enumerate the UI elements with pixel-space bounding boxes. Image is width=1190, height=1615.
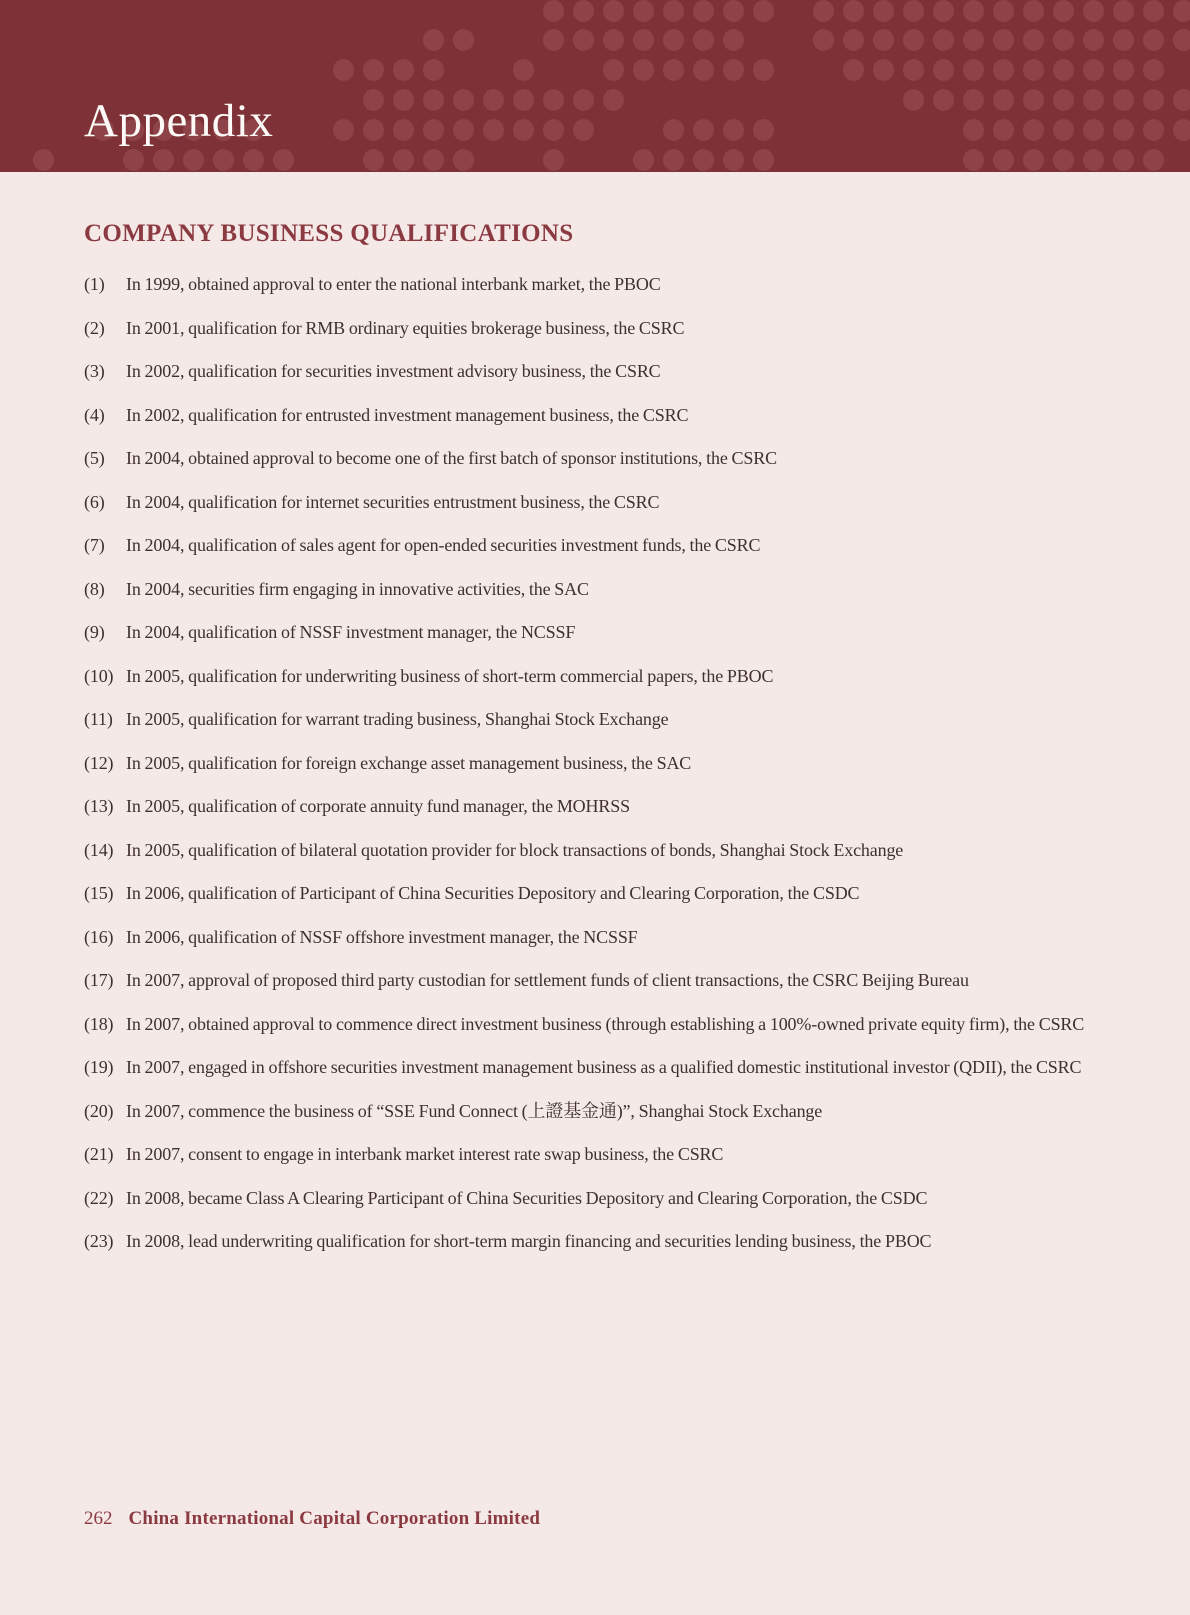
list-item-number: (8) [84,578,105,599]
decorative-dot [1053,119,1074,141]
list-item [84,1185,1106,1212]
decorative-dot [873,59,894,81]
list-item-number: (22) [84,1187,114,1208]
decorative-dot [1113,59,1134,81]
decorative-dot [1173,89,1190,111]
decorative-dot [483,89,504,111]
decorative-dot [1113,29,1134,51]
list-item [84,315,1106,342]
decorative-dot [453,29,474,51]
list-item-number: (20) [84,1100,114,1121]
decorative-dot [723,119,744,141]
list-item [84,445,1106,472]
list-item-text: In 2004, securities firm engaging in innovative activities, the SAC [126,578,589,599]
decorative-dot [1083,29,1104,51]
list-item [84,532,1106,559]
list-item-number: (6) [84,491,105,512]
list-item [84,793,1106,820]
decorative-dot [153,149,174,171]
decorative-dot [753,149,774,171]
decorative-dot [933,89,954,111]
page-header-band [0,0,1190,172]
decorative-dot [33,149,54,171]
decorative-dot [1143,0,1164,22]
list-item [84,837,1106,864]
decorative-dot [1023,59,1044,81]
section-heading: COMPANY BUSINESS QUALIFICATIONS [84,220,574,247]
list-item [84,706,1106,733]
decorative-dot [423,89,444,111]
decorative-dot [1113,119,1134,141]
decorative-dot [1143,149,1164,171]
list-item-text: In 2005, qualification of bilateral quotation provider for block transactions of bonds, Shanghai Stock Exchange [126,839,904,860]
decorative-dot [693,59,714,81]
list-item [84,1098,1106,1125]
decorative-dot [573,119,594,141]
decorative-dot [1143,89,1164,111]
decorative-dot [243,149,264,171]
decorative-dot [123,149,144,171]
decorative-dot [1023,29,1044,51]
decorative-dot [633,149,654,171]
decorative-dot [1173,119,1190,141]
decorative-dot [573,89,594,111]
decorative-dot [363,149,384,171]
list-item-text: In 2002, qualification for entrusted investment management business, the CSRC [126,404,689,425]
decorative-dot [543,29,564,51]
decorative-dot [1113,0,1134,22]
decorative-dot [1173,29,1190,51]
decorative-dot [513,59,534,81]
decorative-dot [273,149,294,171]
decorative-dot [723,59,744,81]
decorative-dot [993,89,1014,111]
list-item-number: (9) [84,622,105,642]
decorative-dot [903,59,924,81]
list-item [84,402,1106,429]
decorative-dot [663,149,684,171]
decorative-dot [1053,29,1074,51]
decorative-dot [753,119,774,141]
decorative-dot [723,0,744,22]
decorative-dot [1023,89,1044,111]
decorative-dot [543,149,564,171]
decorative-dot [633,0,654,22]
decorative-dot [693,119,714,141]
list-item-text: In 2007, engaged in offshore securities investment management business as a qualified domestic institutional investor (QDII), the CSRC [126,1057,1082,1077]
decorative-dot [543,119,564,141]
list-item-number: (11) [84,709,113,729]
decorative-dot [603,29,624,51]
decorative-dot [1053,59,1074,81]
list-item-text: In 2005, qualification for underwriting business of short-term commercial papers, the PBOC [126,665,774,686]
list-item-text: In 2006, qualification of NSSF offshore investment manager, the NCSSF [126,926,638,947]
decorative-dot [453,119,474,141]
decorative-dot [963,59,984,81]
list-item-number: (18) [84,1013,114,1034]
footer-company-name: China International Capital Corporation Limited [128,1508,541,1529]
decorative-dot [993,149,1014,171]
decorative-dot [393,119,414,141]
list-item-text: In 2005, qualification of corporate annuity fund manager, the MOHRSS [126,796,630,816]
decorative-dot [1023,149,1044,171]
list-item [84,750,1106,777]
list-item-number: (5) [84,448,105,468]
decorative-dot [573,0,594,22]
decorative-dot [1023,119,1044,141]
list-item-text: In 2007, approval of proposed third party custodian for settlement funds of client transactions, the CSRC Beijing Bureau [126,970,969,990]
decorative-dot [843,29,864,51]
decorative-dot [813,29,834,51]
decorative-dot [963,0,984,22]
decorative-dot [1023,0,1044,22]
decorative-dot [423,149,444,171]
decorative-dot [1143,119,1164,141]
decorative-dot [333,119,354,141]
decorative-dot [993,0,1014,22]
decorative-dot [393,149,414,171]
decorative-dot [663,119,684,141]
list-item [84,1054,1106,1081]
list-item-text: In 2005, qualification for warrant trading business, Shanghai Stock Exchange [126,709,669,729]
decorative-dot [933,29,954,51]
decorative-dot [633,59,654,81]
list-item-number: (19) [84,1057,114,1077]
decorative-dot [963,89,984,111]
decorative-dot [843,0,864,22]
list-item-number: (12) [84,752,114,773]
list-item-text: In 2008, lead underwriting qualification for short-term margin financing and securities lending business, the PBOC [126,1231,932,1251]
list-item-text: In 2001, qualification for RMB ordinary equities brokerage business, the CSRC [126,317,685,338]
decorative-dot [633,29,654,51]
list-item [84,967,1106,994]
list-item-number: (17) [84,970,114,990]
list-item-number: (7) [84,535,105,555]
decorative-dot [693,0,714,22]
decorative-dot [1143,59,1164,81]
decorative-dot [663,0,684,22]
list-item-text: In 2006, qualification of Participant of China Securities Depository and Clearing Corporation, the CSDC [126,883,860,903]
decorative-dot [1053,149,1074,171]
list-item [84,489,1106,516]
list-item-text: In 2007, commence the business of “SSE Fund Connect (上證基金通)”, Shanghai Stock Exchange [126,1100,823,1121]
list-item-text: In 2002, qualification for securities investment advisory business, the CSRC [126,361,661,381]
list-item [84,1228,1106,1255]
list-item [84,358,1106,385]
decorative-dot [1143,29,1164,51]
list-item [84,271,1106,298]
decorative-dot [663,29,684,51]
decorative-dot [963,29,984,51]
decorative-dot [1053,0,1074,22]
decorative-dot [813,0,834,22]
decorative-dot [963,119,984,141]
list-item-number: (10) [84,665,114,686]
decorative-dot [603,0,624,22]
header-title: Appendix [84,95,274,147]
decorative-dot [453,149,474,171]
decorative-dot [183,149,204,171]
decorative-dot [1113,149,1134,171]
list-item-text: In 2005, qualification for foreign exchange asset management business, the SAC [126,752,692,773]
list-item-text: In 2007, consent to engage in interbank market interest rate swap business, the CSRC [126,1144,724,1164]
decorative-dot [513,89,534,111]
list-item-text: In 2007, obtained approval to commence direct investment business (through establishing a 100%-owned private equity firm), the CSRC [126,1013,1085,1034]
decorative-dot [363,59,384,81]
page-content [0,172,1190,1255]
decorative-dot [693,29,714,51]
decorative-dot [1113,89,1134,111]
list-item [84,880,1106,907]
decorative-dot [603,59,624,81]
decorative-dot [1083,0,1104,22]
list-item-number: (15) [84,883,114,903]
decorative-dot [423,119,444,141]
list-item-text: In 2004, qualification of sales agent for open-ended securities investment funds, the CSRC [126,535,761,555]
decorative-dot [393,89,414,111]
decorative-dot [963,149,984,171]
list-item-number: (13) [84,796,114,816]
decorative-dot [423,59,444,81]
decorative-dot [903,0,924,22]
qualification-list [84,271,1106,1255]
list-item [84,1141,1106,1168]
decorative-dot [393,59,414,81]
decorative-dot [693,149,714,171]
list-item-text: In 1999, obtained approval to enter the national interbank market, the PBOC [126,274,661,294]
list-item [84,619,1106,646]
decorative-dot [993,29,1014,51]
decorative-dot [933,0,954,22]
decorative-dot [1083,119,1104,141]
list-item [84,924,1106,951]
decorative-dot [213,149,234,171]
decorative-dot [873,0,894,22]
page-footer [84,1508,540,1530]
decorative-dot [1083,149,1104,171]
decorative-dot [363,89,384,111]
list-item-number: (16) [84,926,114,947]
decorative-dot [1053,89,1074,111]
decorative-dot [543,89,564,111]
decorative-dot [993,59,1014,81]
decorative-dot [513,119,534,141]
decorative-dot [723,29,744,51]
list-item-number: (21) [84,1144,114,1164]
list-item-text: In 2004, qualification of NSSF investment manager, the NCSSF [126,622,576,642]
decorative-dot [423,29,444,51]
decorative-dot [483,119,504,141]
list-item-number: (4) [84,404,105,425]
list-item-number: (2) [84,317,105,338]
list-item-text: In 2008, became Class A Clearing Participant of China Securities Depository and Clearing Corporation, the CSDC [126,1187,928,1208]
decorative-dot [843,59,864,81]
decorative-dot [603,89,624,111]
decorative-dot [363,119,384,141]
decorative-dot [903,29,924,51]
decorative-dot [993,119,1014,141]
decorative-dot [753,0,774,22]
list-item-number: (14) [84,839,114,860]
decorative-dot [873,29,894,51]
list-item-number: (23) [84,1231,114,1251]
decorative-dot [723,149,744,171]
decorative-dot [1083,89,1104,111]
decorative-dot [1173,0,1190,22]
decorative-dot [1083,59,1104,81]
decorative-dot [333,59,354,81]
decorative-dot [453,89,474,111]
decorative-dot [753,59,774,81]
decorative-dot [663,59,684,81]
decorative-dot [933,59,954,81]
decorative-dot [903,89,924,111]
list-item-text: In 2004, qualification for internet securities entrustment business, the CSRC [126,491,660,512]
decorative-dot [543,0,564,22]
list-item [84,663,1106,690]
list-item [84,576,1106,603]
list-item-number: (1) [84,274,105,294]
footer-page-number: 262 [84,1508,113,1529]
list-item-number: (3) [84,361,105,381]
list-item [84,1011,1106,1038]
decorative-dot [573,29,594,51]
list-item-text: In 2004, obtained approval to become one of the first batch of sponsor institutions, the CSRC [126,448,777,468]
